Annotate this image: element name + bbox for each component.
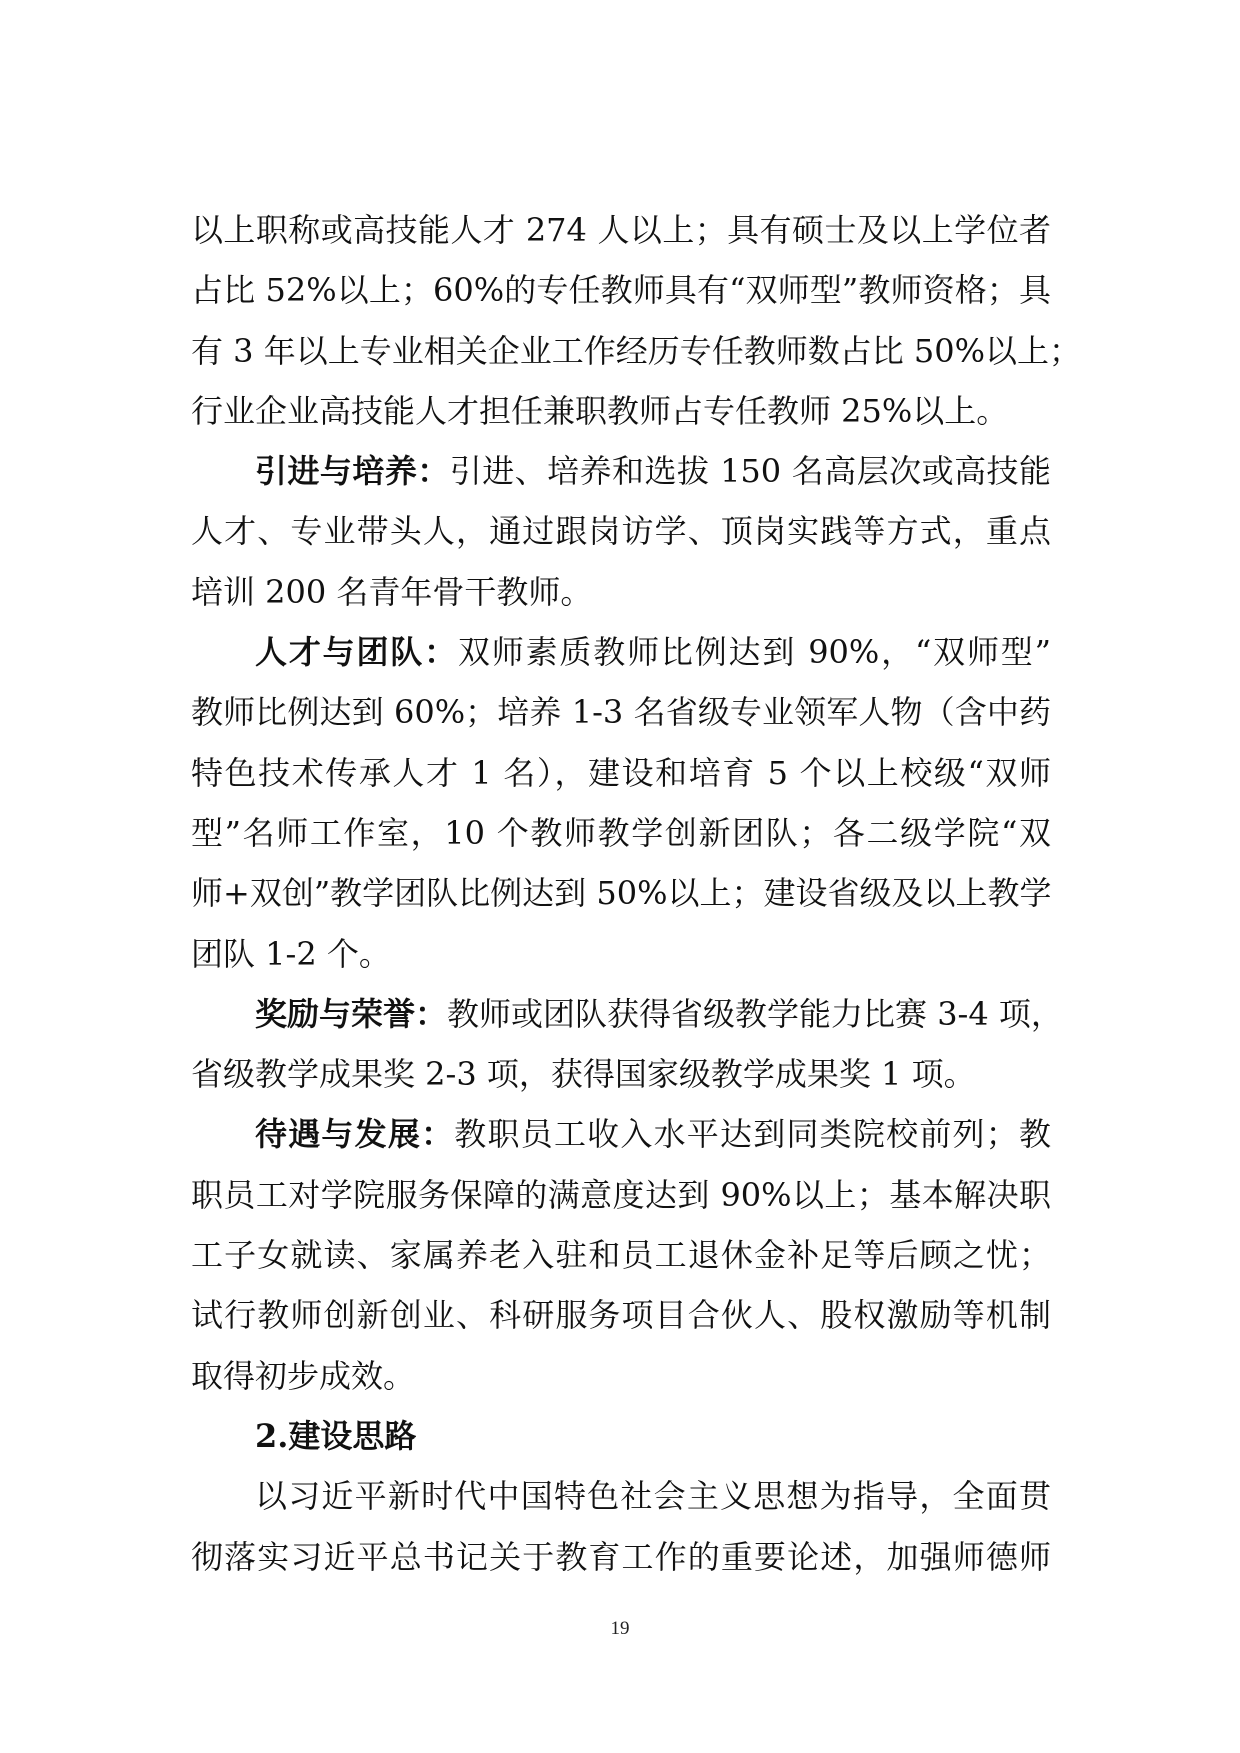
text-line: 团队 1-2 个。 [191,934,391,973]
text-line: 行业企业高技能人才担任兼职教师占专任教师 25%以上。 [191,391,1009,430]
text-line: 取得初步成效。 [191,1356,416,1395]
text-line: 培训 200 名青年骨干教师。 [191,572,593,611]
paragraph-label: 待遇与发展： [255,1115,455,1154]
paragraph-label: 人才与团队： [255,633,458,672]
text-line: 以上职称或高技能人才 274 人以上；具有硕士及以上学位者 [191,211,1051,249]
text-line: 占比 52%以上；60%的专任教师具有“双师型”教师资格；具 [191,271,1051,310]
text-line: 彻落实习近平总书记关于教育工作的重要论述，加强师德师 [191,1537,1051,1576]
document-body [191,200,1082,1587]
text-line: 职员工对学院服务保障的满意度达到 90%以上；基本解决职 [191,1175,1051,1214]
text-line: 工子女就读、家属养老入驻和员工退休金补足等后顾之忧； [191,1236,1051,1275]
text-line: 型”名师工作室，10 个教师教学创新团队；各二级学院“双 [191,813,1051,852]
text-line: 省级教学成果奖 2-3 项，获得国家级教学成果奖 1 项。 [191,1055,976,1094]
text-line [191,441,1051,501]
text-span: 引进、培养和选拔 150 名高层次或高技能 [449,452,1051,491]
text-span: 教师或团队获得省级教学能力比赛 3-4 项， [447,994,1063,1033]
text-line: 人才、专业带头人，通过跟岗访学、顶岗实践等方式，重点 [191,512,1051,551]
paragraph-continuation [191,200,1082,441]
paragraph-guiding-thought [191,1466,1051,1587]
text-line: 师+双创”教学团队比例达到 50%以上；建设省级及以上教学 [191,874,1052,913]
paragraph-label: 引进与培养： [255,452,450,491]
text-span: 教职员工收入水平达到同类院校前列；教 [454,1115,1051,1154]
text-line [191,984,1063,1044]
paragraph-talent-team [191,622,1051,984]
text-line [191,1104,1051,1164]
text-line [191,622,1051,682]
paragraph-awards-honors [191,984,1063,1105]
text-line: 特色技术传承人才 1 名），建设和培育 5 个以上校级“双师 [191,753,1051,792]
text-line: 有 3 年以上专业相关企业工作经历专任教师数占比 50%以上； [191,331,1082,370]
paragraph-recruitment-training [191,441,1051,622]
text-line: 教师比例达到 60%；培养 1-3 名省级专业领军人物（含中药 [191,693,1051,732]
text-span: 双师素质教师比例达到 90%，“双师型” [457,633,1051,672]
paragraph-label: 奖励与荣誉： [255,994,448,1033]
text-line: 试行教师创新创业、科研服务项目合伙人、股权激励等机制 [191,1296,1051,1335]
section-heading: 2.建设思路 [255,1416,417,1455]
text-line: 以习近平新时代中国特色社会主义思想为指导，全面贯 [255,1477,1051,1516]
paragraph-benefits-development [191,1104,1051,1405]
page-number: 19 [610,1618,630,1639]
